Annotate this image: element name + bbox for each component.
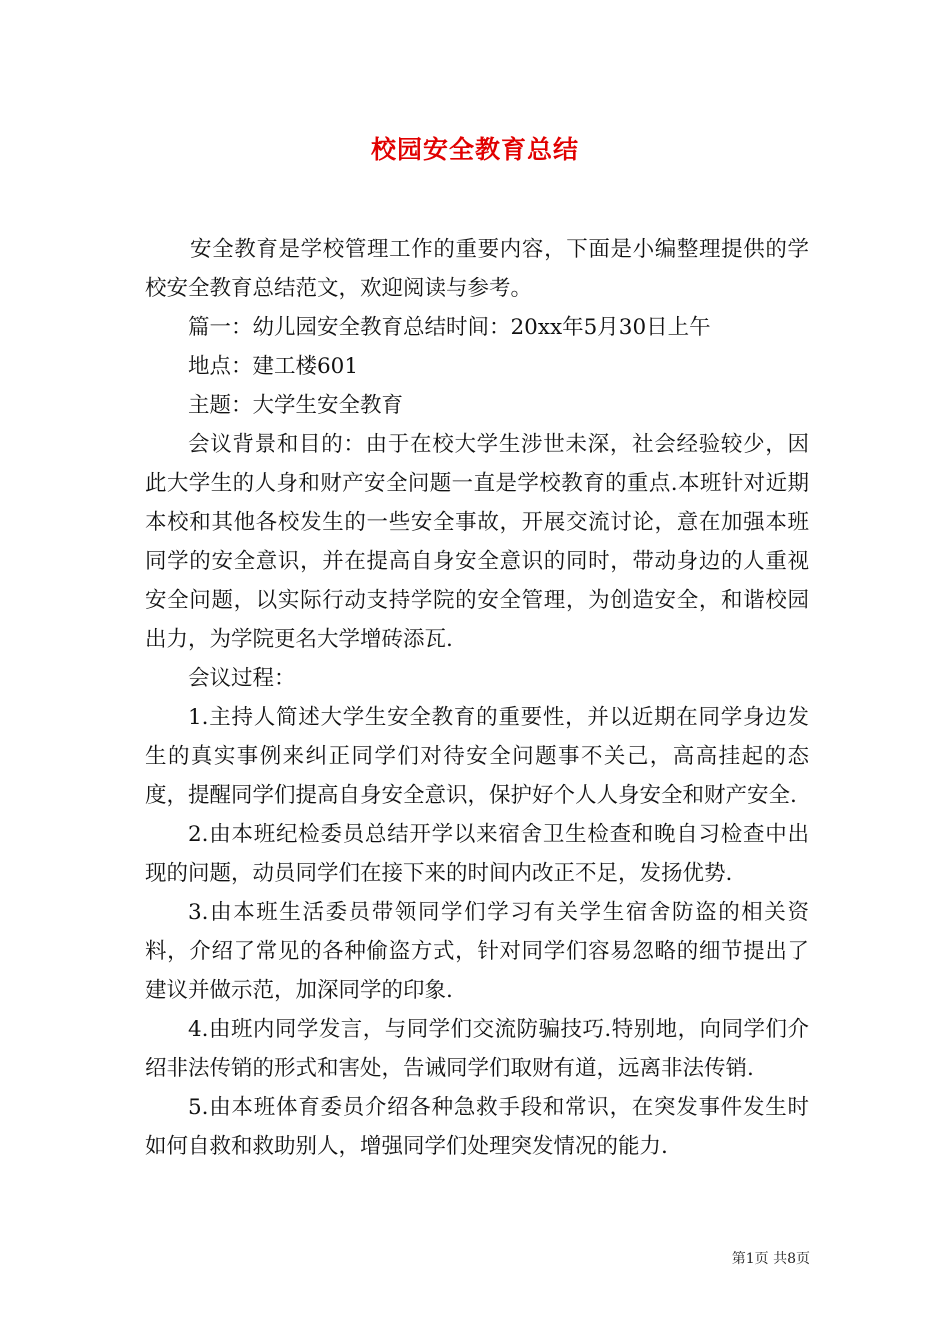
paragraph-process-heading: 会议过程： xyxy=(188,666,296,691)
paragraph-item-3: 3.由本班生活委员带领同学们学习有关学生宿舍防盗的相关资料，介绍了常见的各种偷盗方式，针对同学们容易忽略的细节提出了建议并做示范，加深同学的印象. xyxy=(145,900,809,1003)
page-number: 第1页 共8页 xyxy=(731,1251,810,1267)
paragraph-item-2: 2.由本班纪检委员总结开学以来宿舍卫生检查和晚自习检查中出现的问题，动员同学们在接下来的时间内改正不足，发扬优势. xyxy=(145,822,809,886)
paragraph-item-1: 1.主持人简述大学生安全教育的重要性，并以近期在同学身边发生的真实事例来纠正同学们对待安全问题事不关己，高高挂起的态度，提醒同学们提高自身安全意识，保护好个人人身安全和财产安全. xyxy=(145,705,809,808)
paragraph-topic: 主题：大学生安全教育 xyxy=(188,393,404,418)
paragraph-item-4: 4.由班内同学发言，与同学们交流防骗技巧.特别地，向同学们介绍非法传销的形式和害处，告诫同学们取财有道，远离非法传销. xyxy=(145,1017,809,1081)
paragraph-background: 会议背景和目的：由于在校大学生涉世未深，社会经验较少，因此大学生的人身和财产安全问题一直是学校教育的重点.本班针对近期本校和其他各校发生的一些安全事故，开展交流讨论，意在加强本班同学的安全意识，并在提高自身安全意识的同时，带动身边的人重视安全问题，以实际行动支持学院的安全管理，为创造安全，和谐校园出力，为学院更名大学增砖添瓦. xyxy=(145,432,809,652)
document-body xyxy=(145,230,809,1166)
paragraph-location: 地点：建工楼601 xyxy=(188,354,359,379)
paragraph-time: 篇一：幼儿园安全教育总结时间：20xx年5月30日上午 xyxy=(188,315,711,340)
paragraph-intro: 安全教育是学校管理工作的重要内容，下面是小编整理提供的学校安全教育总结范文，欢迎阅读与参考。 xyxy=(145,237,809,301)
document-title: 校园安全教育总结 xyxy=(370,135,579,164)
paragraph-item-5: 5.由本班体育委员介绍各种急救手段和常识，在突发事件发生时如何自救和救助别人，增强同学们处理突发情况的能力. xyxy=(145,1095,809,1159)
